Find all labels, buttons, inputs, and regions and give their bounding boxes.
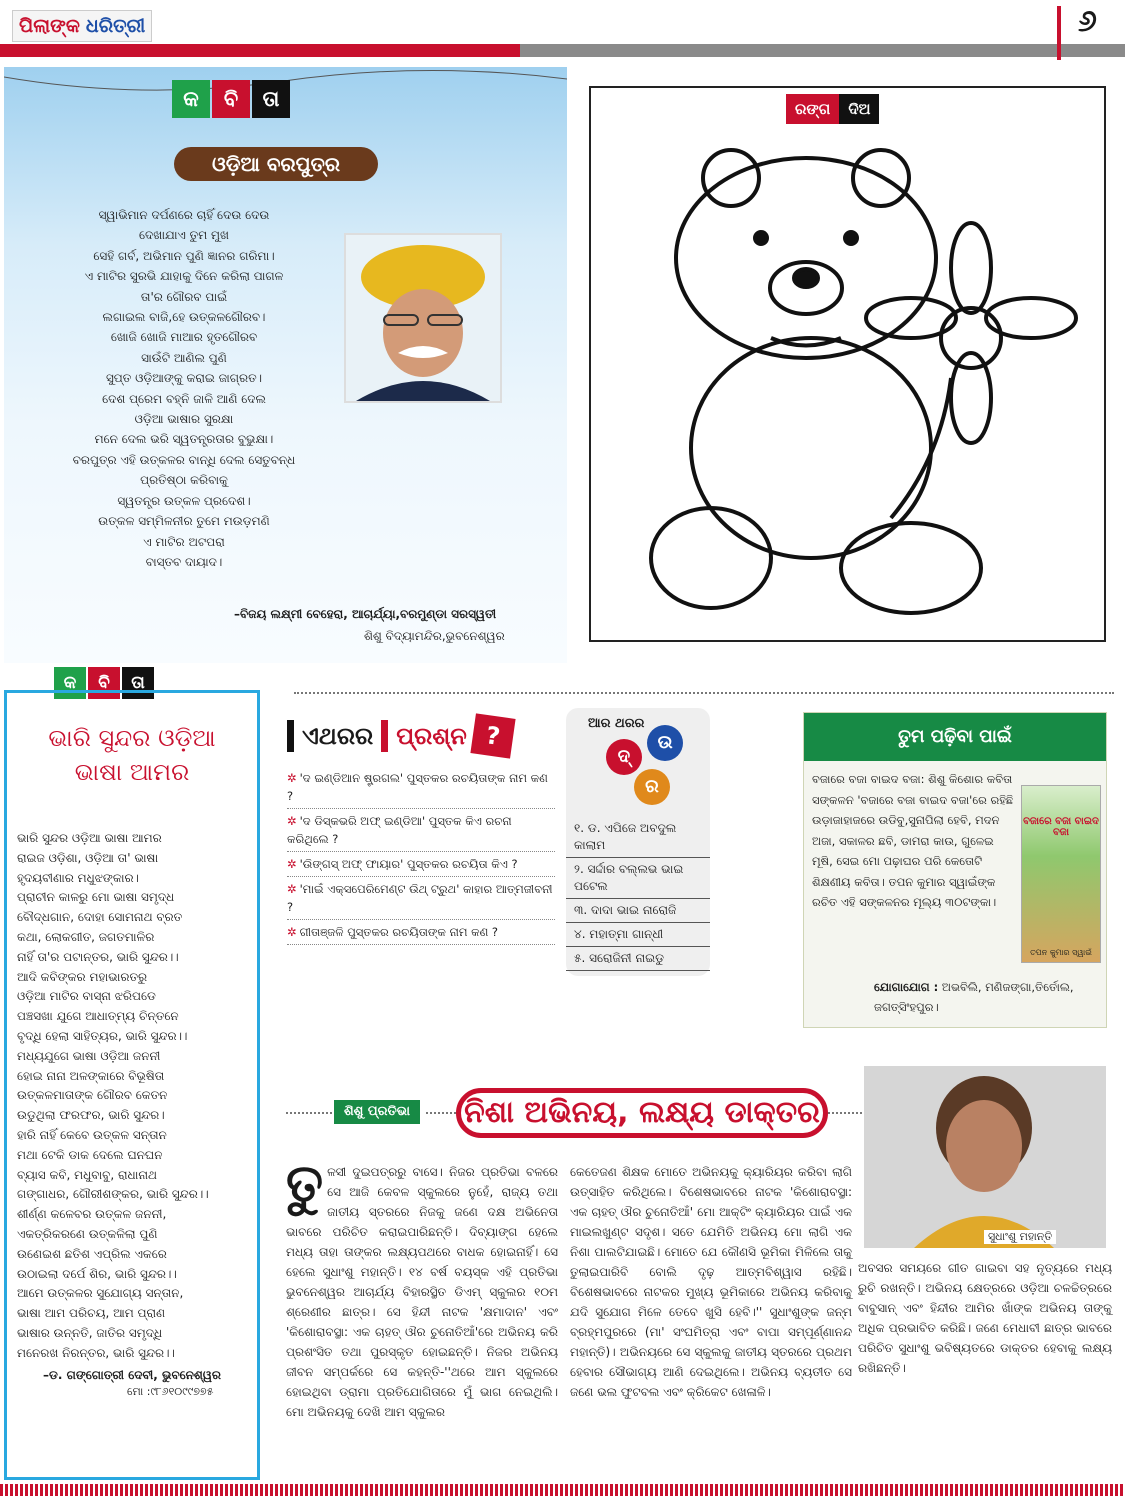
answer-item: ୪. ମହାତ୍ମା ଗାନ୍ଧୀ <box>566 923 710 947</box>
poem2-line: ପ୍ରାଚୀନ କାଳରୁ ମୋ ଭାଷା ସମୃଦ୍ଧ <box>17 890 175 905</box>
poem2-line: ଉଣେଇଶ ଛତିଶ ଏପ୍ରିଲ ଏକରେ <box>17 1246 167 1261</box>
poem-line: ପ୍ରତିଷ୍ଠା କରିବାକୁ <box>140 473 228 488</box>
article-col-2: କେତେଜଣ ଶିକ୍ଷକ ମୋତେ ଅଭିନୟକୁ କ୍ୟାରିୟର କରିବା ଲାଗି ଉତ୍ସାହିତ କରିଥିଲେ। ବିଶେଷଭାବରେ ନାଟକ 'କିଶୋରାବସ୍ଥା: ଏକ ଚାହତ୍ ଔର ଚୁନୋତିଆଁ' ମୋ ଆକ୍ଟିଂ କ୍ୟାରିୟର ପାଇଁ ଏକ ମାଇଲଖୁଣ୍ଟ ସଦୃଶ। ସତେ ଯେମିତି ଅଭିନୟ ମୋ ଲାଗି ଏକ ନିଶା ପାଲଟିଯାଇଛି। ମୋତେ ଯେ କୌଣସି ଭୂମିକା ମିଳିଲେ ତାକୁ ତୁଲାଇପାରିବି ବୋଲି ଦୃଢ଼ ଆତ୍ମବିଶ୍ୱାସ ରହିଛି। ବିଶେଷଭାବରେ ନାଟକର ମୁଖ୍ୟ ଭୂମିକାରେ ଅଭିନୟ କରିବାକୁ ଯଦି ସୁଯୋଗ ମିଳେ ତେବେ ଖୁସି ହେବି।'' ସୁଧାଂଶୁଙ୍କ ଜନ୍ମ ବ୍ରହ୍ମପୁରରେ (ମା' ସଂଘମିତ୍ରା ଏବଂ ବାପା ସମ୍ପୂର୍ଣ୍ଣାନନ୍ଦ ମହାନ୍ତି)। ଅଭିନୟରେ ସେ ସ୍କୁଲକୁ ଜାତୀୟ ସ୍ତରରେ ପ୍ରଥମ ହେବାର ସୌଭାଗ୍ୟ ଆଣି ଦେଇଥିଲେ। ଅଭିନୟ ବ୍ୟତୀତ ସେ ଜଣେ ଭଲ ଫୁଟବଲ ଏବଂ କ୍ରିକେଟ ଖେଳାଳି। <box>570 1165 852 1399</box>
quiz-question-list <box>287 766 555 945</box>
poem2-line: ମଧ୍ୟଯୁଗେ ଭାଷା ଓଡ଼ିଆ ଜନନୀ <box>17 1048 161 1063</box>
poem2-title-line1: ଭାରି ସୁନ୍ଦର ଓଡ଼ିଆ <box>48 724 216 752</box>
profile-illustration <box>864 1066 1106 1248</box>
poem2-tag-tile: ବି <box>88 667 120 699</box>
poem2-line: ଏକତ୍ରିକରଣେ ଉତ୍କଳିଲା ପୁଣି <box>17 1226 158 1241</box>
poem-title: ଓଡ଼ିଆ ବରପୁତ୍ର <box>174 147 378 181</box>
poem-tag-tile: କ <box>172 80 210 118</box>
poem2-title-line2: ଭାଷା ଆମର <box>74 758 190 786</box>
talent-dots-left <box>286 1112 336 1114</box>
poem2-line: ବୃଦ୍ଧି ହେଲା ସାହିତ୍ୟର, ଭାରି ସୁନ୍ଦର।। <box>17 1028 188 1043</box>
asterisk-icon: ✲ <box>287 882 297 896</box>
poem-line: ଦେଖାଯାଏ ତୁମ ମୁଖ <box>139 228 229 243</box>
quiz-question <box>287 877 555 920</box>
quiz-question <box>287 852 555 877</box>
masthead <box>12 10 152 42</box>
header-rule <box>0 44 1125 57</box>
poem2-line: ମନେରଖ ନିରନ୍ତର, ଭାରି ସୁନ୍ଦର।। <box>17 1345 175 1360</box>
talent-dots-right <box>828 1112 862 1114</box>
poem2-line: ରାଇଜ ଓଡ଼ିଶା, ଓଡ଼ିଆ ତା' ଭାଷା <box>17 850 159 865</box>
reading-contact-text: ଅଭବିଲି, ମଣିଜଙ୍ଗା,ତିର୍ତୋଲ, ଜଗତ୍‌ସିଂହପୁର। <box>874 980 1074 1014</box>
portrait-photo <box>344 233 502 403</box>
poem2-line: ମଥା ଟେକି ଡାକ ଦେଲେ ଘନଘନ <box>17 1147 163 1162</box>
quiz-title-2: ପ୍ରଶ୍ନ <box>396 722 467 750</box>
portrait-illustration <box>346 235 500 401</box>
article-dropcap: ତୁ <box>286 1154 324 1214</box>
colouring-tag-1: ରଙ୍ଗ <box>786 94 839 124</box>
poem-line: ଉତ୍କଳ ସମ୍ମିଳନୀର ତୁମେ ମଉଡ଼ମଣି <box>98 514 270 529</box>
poem-line: ଏ ମାଟିର ଅଟପରା <box>143 534 225 549</box>
quiz-title-bar-red <box>381 720 388 752</box>
answers-list <box>566 817 710 971</box>
poem2-tag-tile: କ <box>54 667 86 699</box>
talent-title: ନିଶା ଅଭିନୟ, ଲକ୍ଷ୍ୟ ଡାକ୍ତର <box>456 1088 828 1138</box>
book-cover <box>1021 785 1101 963</box>
poem-line: ସେହି ଗର୍ବ, ଅଭିମାନ ପୁଣି ଜ୍ଞାନର ଗରିମା। <box>93 248 275 263</box>
poem-tag-tile: ତା <box>252 80 290 118</box>
section-divider <box>294 692 1114 694</box>
quiz-title-bar <box>287 720 294 752</box>
answer-item: ୫. ସରୋଜିନୀ ନାଇଡୁ <box>566 947 710 971</box>
poem2-line: ହାରି ନାହିଁ କେବେ ଉତ୍କଳ ସନ୍ତାନ <box>17 1127 167 1142</box>
book-cover-author: ତପନ କୁମାର ସ୍ୱାଇଁ <box>1030 948 1092 957</box>
poem2-line: ନାହିଁ ତା'ର ପଟାନ୍ତର, ଭାରି ସୁନ୍ଦର।। <box>17 949 179 964</box>
colouring-tag <box>786 94 879 124</box>
article-col-1 <box>286 1154 558 1422</box>
poem-section-2 <box>4 690 260 1480</box>
poem2-line: ଆଦି କବିଙ୍କର ମହାଭାରତରୁ <box>17 969 148 984</box>
asterisk-icon: ✲ <box>287 857 297 871</box>
poem2-line: ହୃଦୟବୀଣାର ମଧୁଝଙ୍କାର। <box>17 870 139 885</box>
poem2-line: ଉଠାଇଲା ଦର୍ପେ ଶିର, ଭାରି ସୁନ୍ଦର।। <box>17 1266 177 1281</box>
poem-author-school: ଶିଶୁ ବିଦ୍ୟାମନ୍ଦିର,ଭୁବନେଶ୍ୱର <box>364 629 505 643</box>
poem2-line: ହୋଇ ନାନା ଅଳଙ୍କାରେ ବିଭୂଷିତା <box>17 1068 165 1083</box>
profile-photo <box>864 1066 1106 1248</box>
poem-line: ଖୋଜି ଖୋଜି ମାଆର ହୃତଗୌରବ <box>110 330 258 345</box>
answers-title: ଆର ଥରର <box>588 716 645 731</box>
poem-author: –ବିଜୟ ଲକ୍ଷ୍ମୀ ବେହେରା, ଆଚାର୍ଯ୍ୟା,ବରମୁଣ୍ଡା ସରସ୍ୱତୀ <box>234 607 497 621</box>
poem2-line: ଓଡ଼ିଆ ମାଟିର ବାସ୍ନା ଝରିପଡେ <box>17 989 156 1004</box>
colouring-panel <box>589 86 1106 642</box>
poem2-line: ଉଡୁଥିଲା ଫରଫର, ଭାରି ସୁନ୍ଦର। <box>17 1108 165 1123</box>
poem-line: ସାଉଁଟି ଆଣିଲ ପୁଣି <box>141 350 227 365</box>
masthead-left: ପିଲାଙ୍କ <box>19 15 80 37</box>
quiz-question <box>287 920 555 945</box>
poem2-line: ଭାଷା ଆମ ପରିଚୟ, ଆମ ପ୍ରାଣ <box>17 1306 166 1321</box>
poem2-phone: ମୋ :୯୮୬୧୦୯୯୭୭୫ <box>127 1384 214 1398</box>
asterisk-icon: ✲ <box>287 925 297 939</box>
answer-ball: ଦ୍ <box>606 739 642 775</box>
reading-text: ବଜାରେ ବଜା ବାଇଦ ବଜା: ଶିଶୁ କିଶୋର କବିତା ସଙ୍କଳନ 'ବଜାରେ ବଜା ବାଇଦ ବଜା'ରେ ରହିଛି ଉଡ଼ାଜାହାଜରେ ଉଡିବୁ,ସୁନାପିଲା ହେବି, ମଦନ ଅଜା, ସକାଳର ଛବି, ଡାମରା କାଉ, ଗୁଳେଇ ମୂଷି, ସେଇ ମୋ ପଢ଼ାଘର ପରି କେତୋଟି ଶିକ୍ଷଣୀୟ କବିତା। ତପନ କୁମାର ସ୍ୱାଇଁଙ୍କ ରଚିତ ଏହି ସଙ୍କଳନର ମୂଲ୍ୟ ୩୦ଟଙ୍କା। <box>812 772 1014 909</box>
quiz-title-1: ଏଥରର <box>302 722 374 750</box>
poem-line: ବରପୁତ୍ର ଏହି ଉତ୍କଳର ବାନ୍ଧି ଦେଲ ସେତୁବନ୍ଧ <box>72 452 296 467</box>
quiz-title <box>287 716 555 756</box>
quiz-question <box>287 766 555 809</box>
article-col-1-text: ଳସୀ ଦୁଇପତ୍ରରୁ ବାସେ। ନିଜର ପ୍ରତିଭା ବଳରେ ସେ ଆଜି କେବଳ ସ୍କୁଲରେ ନୁହେଁ, ରାଜ୍ୟ ତଥା ଜାତୀୟ ସ୍ତରରେ ନିଜକୁ ଜଣେ ଦକ୍ଷ ଅଭିନେତା ଭାବରେ ପରିଚିତ କରାଇପାରିଛନ୍ତି। ଦିବ୍ୟାଙ୍ଗ ହେଲେ ମଧ୍ୟ ତାହା ତାଙ୍କର ଲକ୍ଷ୍ୟପଥରେ ବାଧକ ହୋଇନାହିଁ। ସେ ହେଲେ ସୁଧାଂଶୁ ମହାନ୍ତି। ୧୪ ବର୍ଷ ବୟସ୍କ ଏହି ପ୍ରତିଭା ଭୁବନେଶ୍ୱର ଆଚାର୍ଯ୍ୟ ବିହାରସ୍ଥିତ ଡିଏମ୍ ସ୍କୁଲର ୧୦ମ ଶ୍ରେଣୀର ଛାତ୍ର। ସେ ହିନ୍ଦୀ ନାଟକ 'କ୍ଷମାଦାନ' ଏବଂ 'କିଶୋରାବସ୍ଥା: ଏକ ଚାହତ୍ ଔର ଚୁନୋତିଆଁ'ରେ ଅଭିନୟ କରି ପ୍ରଶଂସିତ ତଥା ପୁରସ୍କୃତ ହୋଇଛନ୍ତି। ନିଜର ଅଭିନୟ ଜୀବନ ସମ୍ପର୍କରେ ସେ କହନ୍ତି-''ଥରେ ଆମ ସ୍କୁଲରେ ହୋଇଥିବା ଡ୍ରାମା ପ୍ରତିଯୋଗିତାରେ ମୁଁ ଭାଗ ନେଇଥିଲି। ମୋ ଅଭିନୟକୁ ଦେଖି ଆମ ସ୍କୁଲର <box>286 1165 558 1419</box>
reading-contact-label: ଯୋଗାଯୋଗ : <box>874 980 939 994</box>
book-cover-title: ବଜାରେ ବଜା ବାଇଦ ବଜା <box>1023 816 1099 838</box>
answers-section <box>566 708 710 976</box>
quiz-question-text: 'ଉିଙ୍ଗସ୍ ଅଫ୍ ଫାୟାର' ପୁସ୍ତକର ରଚୟିତା କିଏ ? <box>299 857 518 871</box>
quiz-question-text: 'ମାଇଁ ଏକ୍ସପେରିମେଣ୍ଟ ଉିଥ୍ ଟ୍ରୁଥ' କାହାର ଆତ୍ମଜୀବନୀ ? <box>287 882 553 914</box>
poem-section-1 <box>4 67 567 663</box>
quiz-question <box>287 809 555 852</box>
asterisk-icon: ✲ <box>287 771 297 785</box>
poem-line: ବାସ୍ତବ ଦାୟାଦ। <box>145 554 223 569</box>
poem2-line: ଭାରି ସୁନ୍ଦର ଓଡ଼ିଆ ଭାଷା ଆମର <box>17 831 162 845</box>
reading-contact <box>874 977 1104 1017</box>
poem2-line: କଥା, ଲୋକଗୀତ, ଜଗତମାଳିର <box>17 929 155 944</box>
answer-item: ୩. ଦାଦା ଭାଇ ନାରୋଜି <box>566 899 710 923</box>
talent-dots-mid <box>426 1112 456 1114</box>
poem-tag <box>172 80 292 118</box>
quiz-question-text: 'ଦ ଇଣ୍ଡିଆନ ଷ୍ଟ୍ରଗଲ' ପୁସ୍ତକର ରଚୟିତାଙ୍କ ନାମ କଣ ? <box>287 771 548 803</box>
poem-line: ଓଡ଼ିଆ ଭାଷାର ସୁରକ୍ଷା <box>134 412 234 427</box>
poem-body <box>34 205 334 572</box>
page-number: ୬ <box>1078 4 1097 39</box>
poem2-tag-tile: ତା <box>122 667 154 699</box>
poem2-line: ଗଙ୍ଗାଧର, ଗୌରୀଶଙ୍କର, ଭାରି ସୁନ୍ଦର।। <box>17 1187 209 1202</box>
article-col-3: ଅବସର ସମୟରେ ଗୀତ ଗାଇବା ସହ ନୃତ୍ୟରେ ମଧ୍ୟ ରୁଚି ରଖନ୍ତି। ଅଭିନୟ କ୍ଷେତ୍ରରେ ଓଡ଼ିଆ ଚଳଚ୍ଚିତ୍ରରେ ବାବୁସାନ୍ ଏବଂ ହିନ୍ଦୀର ଆମିର ଖାଁଙ୍କ ଅଭିନୟ ତାଙ୍କୁ ଅଧିକ ପ୍ରଭାବିତ କରିଛି। ଜଣେ ମେଧାବୀ ଛାତ୍ର ଭାବରେ ପରିଚିତ ସୁଧାଂଶୁ ଭବିଷ୍ୟତରେ ଡାକ୍ତର ହେବାକୁ ଲକ୍ଷ୍ୟ ରଖିଛନ୍ତି। <box>858 1261 1112 1375</box>
quiz-section <box>287 716 555 978</box>
poem2-line: ଭାଷାର ଉନ୍ନତି, ଜାତିର ସମୃଦ୍ଧି <box>17 1325 163 1340</box>
poem-tag-tile: ବି <box>212 80 250 118</box>
answer-item: ୧. ଡ. ଏପିଜେ ଅବଦୁଲ କାଲାମ <box>566 817 710 858</box>
poem-line: ସୁପ୍ତ ଓଡ଼ିଆଙ୍କୁ କରାଇ ଜାଗ୍ରତ। <box>105 371 263 386</box>
poem-line: ସ୍ୱତନ୍ତ୍ର ଉତ୍କଳ ପ୍ରଦେଶ। <box>117 493 251 508</box>
poem2-lines <box>17 829 257 1364</box>
poem2-author: –ଡ. ଗଙ୍ଗୋତ୍ରୀ ଦେବୀ, ଭୁବନେଶ୍ୱର <box>43 1367 221 1382</box>
answer-ball: ର <box>634 769 670 805</box>
answer-ball: ଉ <box>647 725 683 761</box>
quiz-question-text: 'ଦ ଡିସ୍କଭରି ଅଫ୍ ଇଣ୍ଡିଆ' ପୁସ୍ତକ କିଏ ରଚନା କରିଥିଲେ ? <box>287 814 512 846</box>
reading-title: ତୁମ ପଢ଼ିବା ପାଇଁ <box>804 713 1106 761</box>
teddy-bear-outline <box>611 138 1081 628</box>
poem-line: ମନେ ଦେଲ ଭରି ସ୍ୱତନ୍ତ୍ରତାର ବୁଭୁକ୍ଷା। <box>94 432 274 447</box>
poem2-line: ପଞ୍ଚସଖା ଯୁଗେ ଆଧାତ୍ମ୍ୟ ଚିନ୍ତନେ <box>17 1009 179 1024</box>
profile-caption: ସୁଧାଂଶୁ ମହାନ୍ତି <box>984 1230 1056 1244</box>
poem-line: ତା'ର ଗୌରବ ପାଇଁ <box>140 289 228 304</box>
reading-box <box>803 712 1107 1028</box>
footer-rule <box>0 1484 1125 1496</box>
header-divider <box>1057 6 1061 60</box>
poem-lines <box>34 205 334 572</box>
poem-line: ସ୍ୱାଭିମାନ ଦର୍ପଣରେ ଚାହିଁ ଦେଉ ଦେଉ <box>98 208 270 222</box>
quiz-question-text: ଗୀତାଞ୍ଜଳି ପୁସ୍ତକର ରଚୟିତାଙ୍କ ନାମ କଣ ? <box>299 925 499 939</box>
colouring-tag-2: ଦିଅ <box>839 94 879 124</box>
poem-line: ଦେଶ ପ୍ରେମ ବହ୍ନି ଜାଳି ଆଣି ଦେଲ <box>102 391 266 406</box>
poem2-line: ଆମେ ଉତ୍କଳର ସୁଯୋଗ୍ୟ ସନ୍ତାନ, <box>17 1286 184 1301</box>
poem2-line: ବୌଦ୍ଧଗାନ, ଦୋହା ସୋମନାଥ ବ୍ରତ <box>17 910 183 925</box>
question-mark-icon: ? <box>470 713 515 758</box>
poem2-line: ଉତ୍କଳମାତାଙ୍କ ଗୌରବ କେତନ <box>17 1088 168 1103</box>
poem2-line: ବ୍ୟାସ କବି, ମଧୁବାବୁ, ରାଧାନାଥ <box>17 1167 157 1182</box>
poem-line: ଲଗାଇଲ ବାଜି,ହେ ଉତ୍କଳଗୌରବ। <box>102 310 266 325</box>
asterisk-icon: ✲ <box>287 814 297 828</box>
masthead-right: ଧରିତ୍ରୀ <box>85 15 146 37</box>
answer-item: ୨. ସର୍ଦ୍ଦାର ବଲ୍ଲଭ ଭାଇ ପଟେଲ <box>566 858 710 899</box>
poem2-line: ଶୀର୍ଣ୍ଣ କଳେବର ଉତ୍କଳ ଜନନୀ, <box>17 1207 167 1222</box>
poem-line: ଏ ମାଟିର ସୁରଭି ଯାହାକୁ ଦିନେ କରିଲା ପାଗଳ <box>84 269 284 284</box>
talent-tag: ଶିଶୁ ପ୍ରତିଭା <box>334 1100 420 1124</box>
